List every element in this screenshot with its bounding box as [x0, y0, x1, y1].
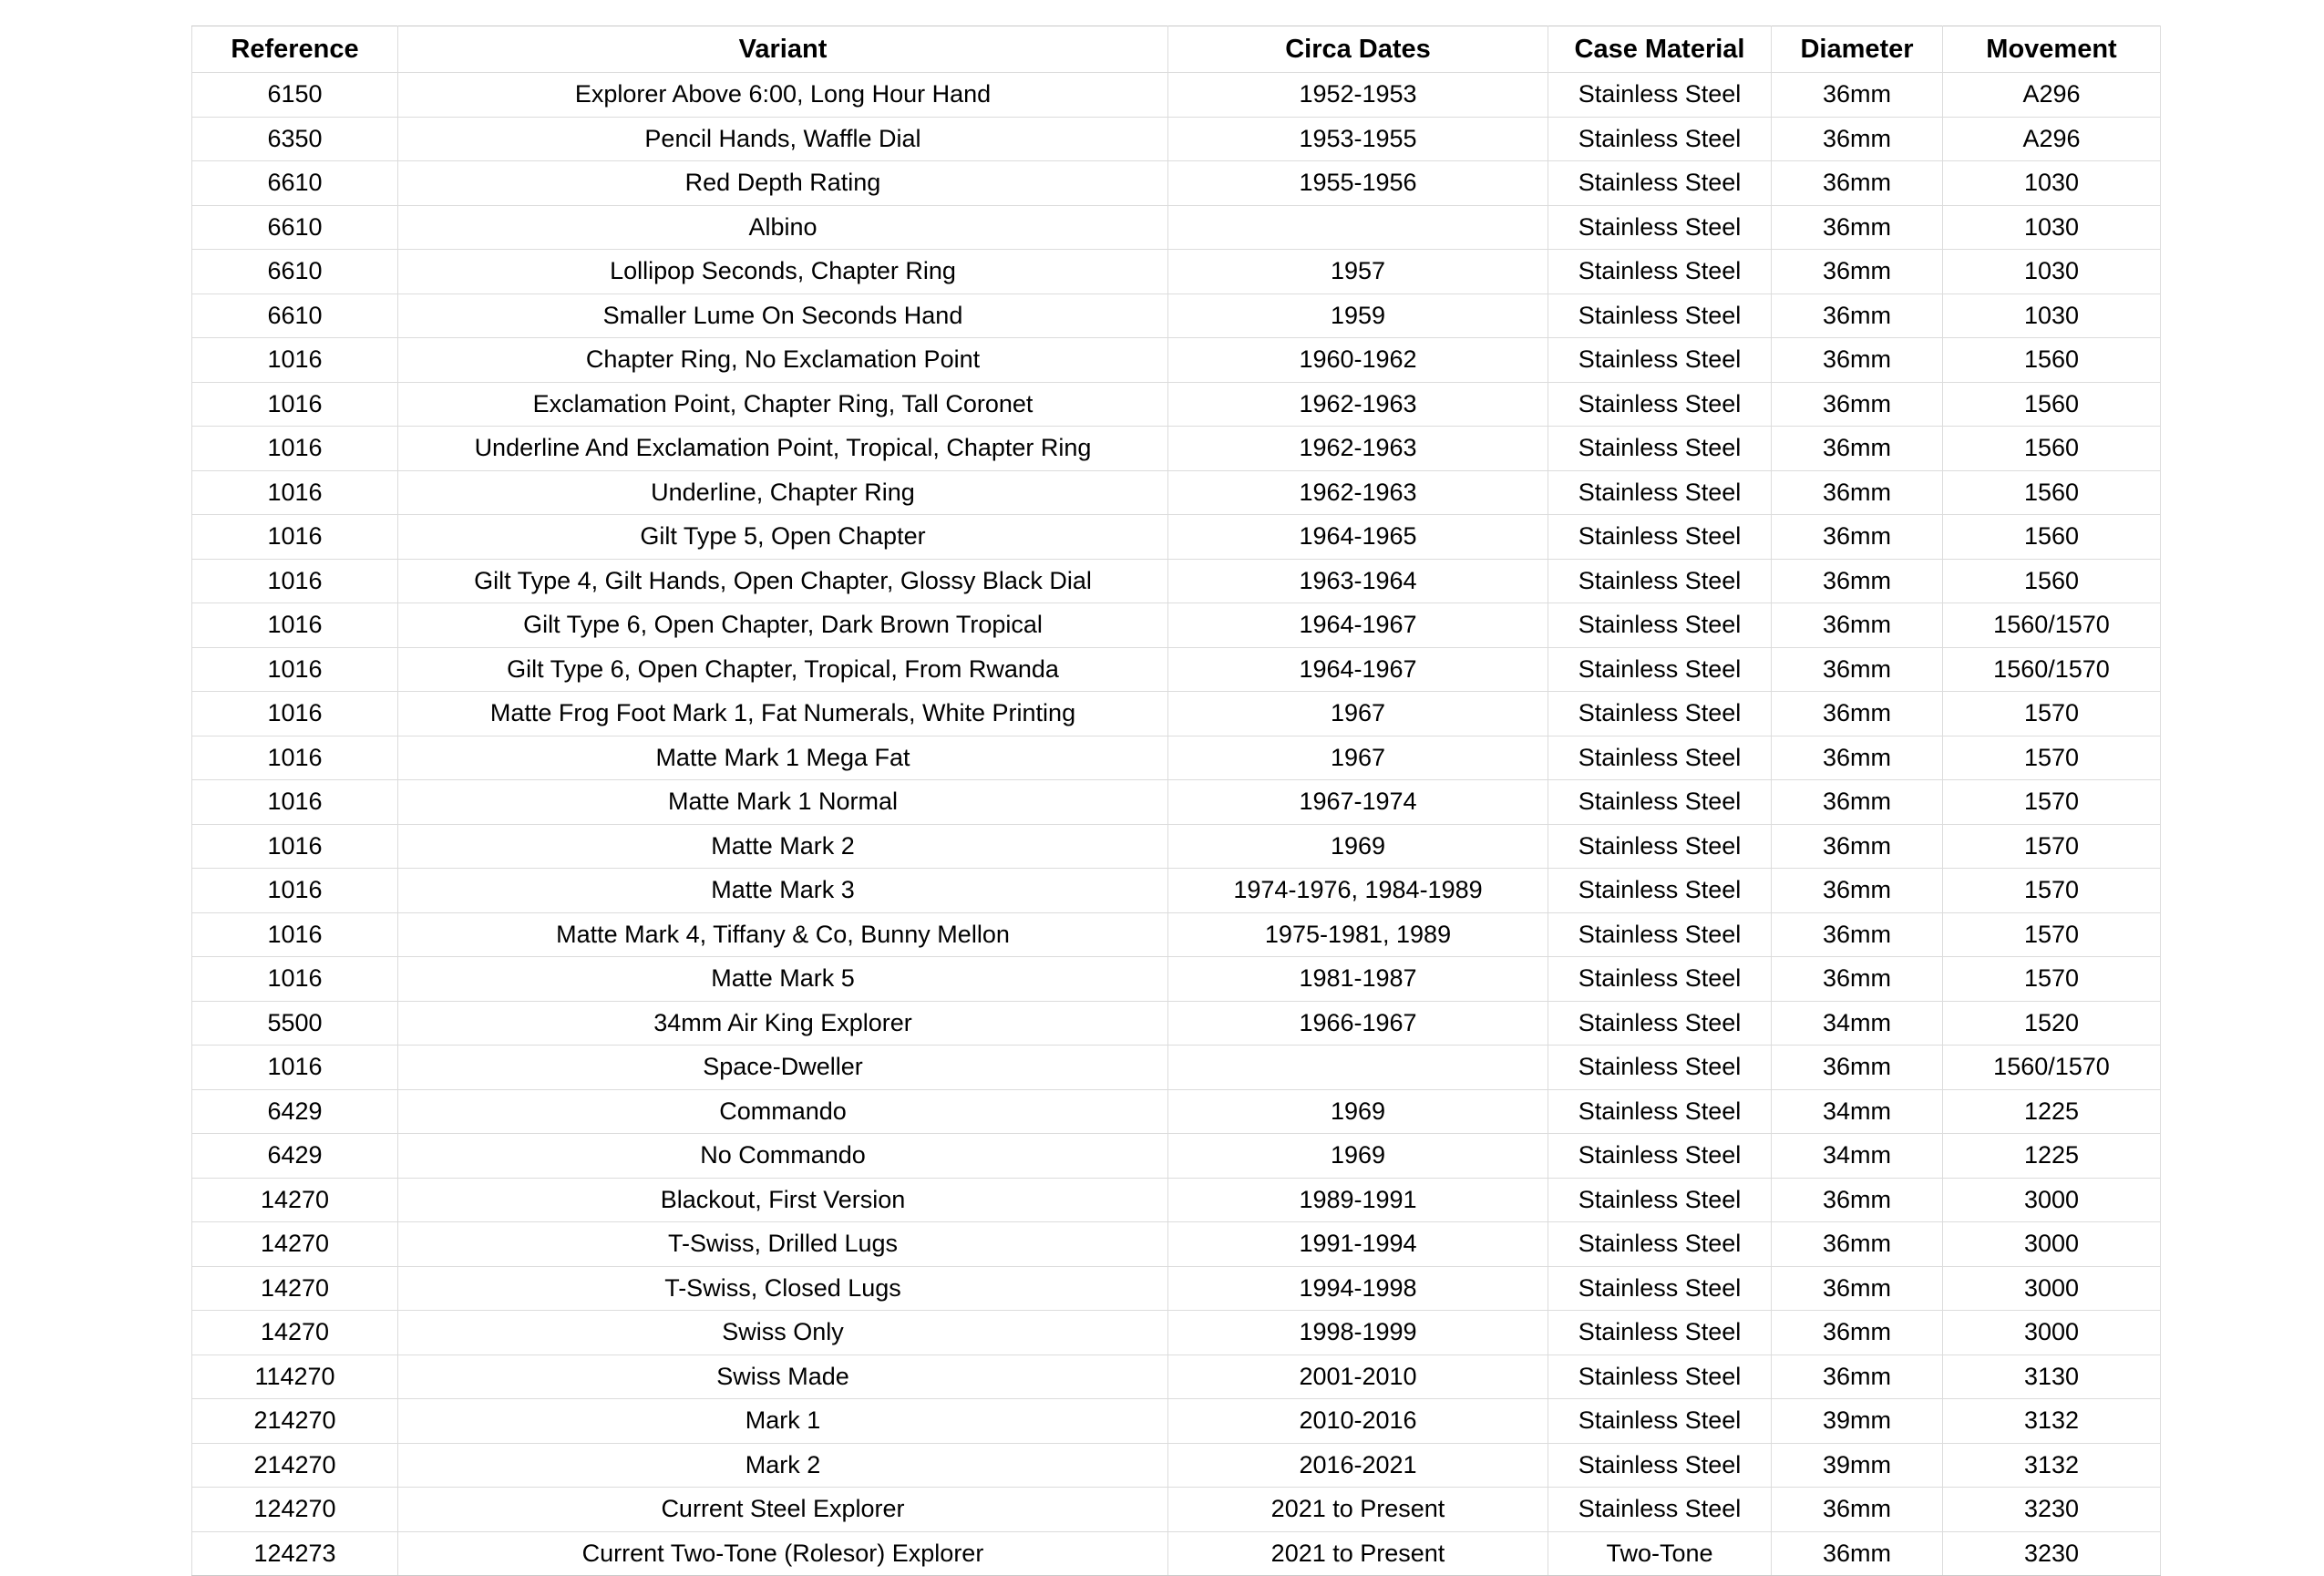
cell-diameter: 36mm	[1772, 692, 1943, 736]
column-header-reference: Reference	[192, 26, 398, 73]
cell-variant: Gilt Type 6, Open Chapter, Tropical, From Rwanda	[398, 647, 1168, 692]
cell-circa_dates: 2021 to Present	[1168, 1488, 1548, 1532]
cell-variant: Albino	[398, 205, 1168, 250]
cell-reference: 14270	[192, 1311, 398, 1355]
table-row	[192, 692, 2161, 736]
cell-variant: Swiss Only	[398, 1311, 1168, 1355]
table-row	[192, 294, 2161, 338]
table-row	[192, 1531, 2161, 1576]
cell-movement: A296	[1943, 73, 2161, 118]
cell-movement: 1570	[1943, 736, 2161, 780]
column-header-case-material: Case Material	[1548, 26, 1772, 73]
cell-variant: Smaller Lume On Seconds Hand	[398, 294, 1168, 338]
column-header-variant: Variant	[398, 26, 1168, 73]
cell-variant: Red Depth Rating	[398, 161, 1168, 206]
table-row	[192, 1222, 2161, 1267]
cell-movement: 1560/1570	[1943, 1046, 2161, 1090]
cell-case_material: Stainless Steel	[1548, 1311, 1772, 1355]
cell-diameter: 36mm	[1772, 382, 1943, 427]
cell-diameter: 36mm	[1772, 559, 1943, 603]
cell-movement: 1225	[1943, 1134, 2161, 1179]
cell-case_material: Stainless Steel	[1548, 250, 1772, 294]
cell-diameter: 34mm	[1772, 1134, 1943, 1179]
cell-reference: 1016	[192, 603, 398, 648]
cell-circa_dates: 1975-1981, 1989	[1168, 912, 1548, 957]
cell-variant: Gilt Type 6, Open Chapter, Dark Brown Tropical	[398, 603, 1168, 648]
cell-circa_dates: 2021 to Present	[1168, 1531, 1548, 1576]
table-row	[192, 1311, 2161, 1355]
table-row	[192, 559, 2161, 603]
cell-case_material: Stainless Steel	[1548, 1222, 1772, 1267]
cell-movement: 1030	[1943, 250, 2161, 294]
cell-case_material: Stainless Steel	[1548, 294, 1772, 338]
cell-variant: Mark 2	[398, 1443, 1168, 1488]
table-row	[192, 1266, 2161, 1311]
cell-reference: 14270	[192, 1266, 398, 1311]
cell-reference: 1016	[192, 692, 398, 736]
cell-reference: 124273	[192, 1531, 398, 1576]
cell-case_material: Stainless Steel	[1548, 338, 1772, 383]
table-row	[192, 824, 2161, 869]
cell-case_material: Stainless Steel	[1548, 559, 1772, 603]
cell-case_material: Stainless Steel	[1548, 205, 1772, 250]
table-row	[192, 117, 2161, 161]
cell-reference: 6610	[192, 250, 398, 294]
cell-movement: 1570	[1943, 869, 2161, 913]
column-header-movement: Movement	[1943, 26, 2161, 73]
cell-case_material: Stainless Steel	[1548, 647, 1772, 692]
cell-movement: 1520	[1943, 1001, 2161, 1046]
cell-movement: 1225	[1943, 1089, 2161, 1134]
cell-movement: 1560	[1943, 338, 2161, 383]
cell-diameter: 34mm	[1772, 1001, 1943, 1046]
cell-diameter: 36mm	[1772, 957, 1943, 1002]
table-row	[192, 1355, 2161, 1399]
cell-diameter: 36mm	[1772, 470, 1943, 515]
table-row	[192, 1443, 2161, 1488]
cell-reference: 14270	[192, 1222, 398, 1267]
table-row	[192, 1488, 2161, 1532]
cell-variant: Matte Frog Foot Mark 1, Fat Numerals, White Printing	[398, 692, 1168, 736]
cell-variant: Gilt Type 5, Open Chapter	[398, 515, 1168, 560]
cell-reference: 1016	[192, 1046, 398, 1090]
cell-reference: 1016	[192, 736, 398, 780]
cell-case_material: Stainless Steel	[1548, 382, 1772, 427]
table-row	[192, 603, 2161, 648]
cell-reference: 214270	[192, 1443, 398, 1488]
cell-circa_dates: 1969	[1168, 824, 1548, 869]
table-row	[192, 250, 2161, 294]
cell-reference: 1016	[192, 869, 398, 913]
cell-variant: Pencil Hands, Waffle Dial	[398, 117, 1168, 161]
cell-diameter: 36mm	[1772, 1355, 1943, 1399]
cell-case_material: Stainless Steel	[1548, 692, 1772, 736]
table-header-row	[192, 26, 2161, 73]
cell-diameter: 36mm	[1772, 824, 1943, 869]
cell-diameter: 36mm	[1772, 117, 1943, 161]
cell-variant: Matte Mark 1 Mega Fat	[398, 736, 1168, 780]
cell-circa_dates: 1969	[1168, 1134, 1548, 1179]
cell-diameter: 36mm	[1772, 1311, 1943, 1355]
cell-movement: 1570	[1943, 824, 2161, 869]
table-row	[192, 1134, 2161, 1179]
cell-movement: 1560	[1943, 470, 2161, 515]
cell-diameter: 34mm	[1772, 1089, 1943, 1134]
cell-reference: 6610	[192, 205, 398, 250]
cell-diameter: 36mm	[1772, 869, 1943, 913]
cell-variant: Current Two-Tone (Rolesor) Explorer	[398, 1531, 1168, 1576]
cell-movement: 1030	[1943, 205, 2161, 250]
cell-circa_dates: 1989-1991	[1168, 1178, 1548, 1222]
cell-variant: No Commando	[398, 1134, 1168, 1179]
cell-movement: 3000	[1943, 1178, 2161, 1222]
cell-movement: 1560	[1943, 559, 2161, 603]
cell-reference: 14270	[192, 1178, 398, 1222]
cell-circa_dates: 1964-1965	[1168, 515, 1548, 560]
cell-variant: Underline And Exclamation Point, Tropical, Chapter Ring	[398, 427, 1168, 471]
cell-case_material: Stainless Steel	[1548, 957, 1772, 1002]
cell-variant: 34mm Air King Explorer	[398, 1001, 1168, 1046]
cell-reference: 124270	[192, 1488, 398, 1532]
cell-case_material: Stainless Steel	[1548, 824, 1772, 869]
cell-circa_dates: 1966-1967	[1168, 1001, 1548, 1046]
cell-variant: Mark 1	[398, 1399, 1168, 1444]
cell-circa_dates: 1967	[1168, 736, 1548, 780]
column-header-diameter: Diameter	[1772, 26, 1943, 73]
cell-reference: 214270	[192, 1399, 398, 1444]
cell-diameter: 36mm	[1772, 338, 1943, 383]
cell-case_material: Stainless Steel	[1548, 73, 1772, 118]
cell-circa_dates: 2001-2010	[1168, 1355, 1548, 1399]
cell-reference: 1016	[192, 957, 398, 1002]
cell-movement: 1570	[1943, 692, 2161, 736]
cell-diameter: 36mm	[1772, 736, 1943, 780]
table-row	[192, 515, 2161, 560]
table-row	[192, 736, 2161, 780]
column-header-circa-dates: Circa Dates	[1168, 26, 1548, 73]
cell-case_material: Stainless Steel	[1548, 1134, 1772, 1179]
table-row	[192, 912, 2161, 957]
cell-diameter: 39mm	[1772, 1443, 1943, 1488]
cell-variant: Matte Mark 4, Tiffany & Co, Bunny Mellon	[398, 912, 1168, 957]
cell-movement: 3132	[1943, 1443, 2161, 1488]
cell-diameter: 36mm	[1772, 912, 1943, 957]
cell-diameter: 36mm	[1772, 1222, 1943, 1267]
table-header	[192, 26, 2161, 73]
cell-movement: 1030	[1943, 294, 2161, 338]
cell-case_material: Stainless Steel	[1548, 161, 1772, 206]
cell-circa_dates: 1967	[1168, 692, 1548, 736]
cell-reference: 6610	[192, 294, 398, 338]
cell-movement: 3132	[1943, 1399, 2161, 1444]
cell-circa_dates	[1168, 205, 1548, 250]
cell-circa_dates: 1962-1963	[1168, 382, 1548, 427]
cell-movement: 1560	[1943, 515, 2161, 560]
cell-case_material: Stainless Steel	[1548, 780, 1772, 825]
cell-case_material: Stainless Steel	[1548, 736, 1772, 780]
cell-circa_dates: 1994-1998	[1168, 1266, 1548, 1311]
cell-case_material: Stainless Steel	[1548, 470, 1772, 515]
table-row	[192, 957, 2161, 1002]
cell-case_material: Two-Tone	[1548, 1531, 1772, 1576]
table-row	[192, 470, 2161, 515]
table-row	[192, 647, 2161, 692]
table-row	[192, 1001, 2161, 1046]
cell-variant: Matte Mark 1 Normal	[398, 780, 1168, 825]
cell-case_material: Stainless Steel	[1548, 1488, 1772, 1532]
cell-circa_dates: 1962-1963	[1168, 427, 1548, 471]
cell-case_material: Stainless Steel	[1548, 515, 1772, 560]
cell-reference: 6150	[192, 73, 398, 118]
table-row	[192, 382, 2161, 427]
table-row	[192, 1178, 2161, 1222]
cell-movement: 1560	[1943, 382, 2161, 427]
cell-movement: 3230	[1943, 1531, 2161, 1576]
cell-circa_dates: 1955-1956	[1168, 161, 1548, 206]
cell-case_material: Stainless Steel	[1548, 1399, 1772, 1444]
table-row	[192, 427, 2161, 471]
cell-case_material: Stainless Steel	[1548, 427, 1772, 471]
cell-case_material: Stainless Steel	[1548, 1266, 1772, 1311]
table-body	[192, 73, 2161, 1576]
cell-diameter: 36mm	[1772, 603, 1943, 648]
cell-movement: 3230	[1943, 1488, 2161, 1532]
cell-reference: 1016	[192, 647, 398, 692]
cell-movement: 3000	[1943, 1266, 2161, 1311]
cell-reference: 6610	[192, 161, 398, 206]
cell-movement: 3000	[1943, 1311, 2161, 1355]
cell-movement: 1560/1570	[1943, 647, 2161, 692]
table-row	[192, 869, 2161, 913]
cell-movement: 1570	[1943, 780, 2161, 825]
table-row	[192, 1046, 2161, 1090]
cell-diameter: 36mm	[1772, 1266, 1943, 1311]
cell-diameter: 36mm	[1772, 780, 1943, 825]
cell-movement: 1560	[1943, 427, 2161, 471]
cell-variant: Gilt Type 4, Gilt Hands, Open Chapter, Glossy Black Dial	[398, 559, 1168, 603]
cell-circa_dates: 1960-1962	[1168, 338, 1548, 383]
cell-case_material: Stainless Steel	[1548, 117, 1772, 161]
cell-circa_dates: 1953-1955	[1168, 117, 1548, 161]
cell-movement: 1030	[1943, 161, 2161, 206]
cell-case_material: Stainless Steel	[1548, 603, 1772, 648]
table-row	[192, 205, 2161, 250]
cell-variant: Matte Mark 2	[398, 824, 1168, 869]
cell-circa_dates: 2016-2021	[1168, 1443, 1548, 1488]
cell-diameter: 36mm	[1772, 1178, 1943, 1222]
cell-case_material: Stainless Steel	[1548, 1046, 1772, 1090]
table-row	[192, 161, 2161, 206]
cell-variant: Lollipop Seconds, Chapter Ring	[398, 250, 1168, 294]
cell-variant: Underline, Chapter Ring	[398, 470, 1168, 515]
cell-diameter: 36mm	[1772, 427, 1943, 471]
cell-movement: 1570	[1943, 957, 2161, 1002]
table-row	[192, 73, 2161, 118]
cell-circa_dates: 1967-1974	[1168, 780, 1548, 825]
cell-variant: T-Swiss, Closed Lugs	[398, 1266, 1168, 1311]
cell-reference: 6429	[192, 1089, 398, 1134]
cell-reference: 1016	[192, 427, 398, 471]
cell-circa_dates: 1998-1999	[1168, 1311, 1548, 1355]
cell-case_material: Stainless Steel	[1548, 869, 1772, 913]
cell-circa_dates: 1952-1953	[1168, 73, 1548, 118]
cell-diameter: 39mm	[1772, 1399, 1943, 1444]
cell-diameter: 36mm	[1772, 1046, 1943, 1090]
cell-diameter: 36mm	[1772, 205, 1943, 250]
cell-variant: Exclamation Point, Chapter Ring, Tall Coronet	[398, 382, 1168, 427]
cell-reference: 1016	[192, 515, 398, 560]
cell-circa_dates: 1991-1994	[1168, 1222, 1548, 1267]
cell-variant: T-Swiss, Drilled Lugs	[398, 1222, 1168, 1267]
cell-circa_dates: 1974-1976, 1984-1989	[1168, 869, 1548, 913]
cell-diameter: 36mm	[1772, 73, 1943, 118]
cell-case_material: Stainless Steel	[1548, 1089, 1772, 1134]
table-row	[192, 1089, 2161, 1134]
cell-movement: 3130	[1943, 1355, 2161, 1399]
cell-circa_dates: 1963-1964	[1168, 559, 1548, 603]
cell-variant: Chapter Ring, No Exclamation Point	[398, 338, 1168, 383]
cell-diameter: 36mm	[1772, 515, 1943, 560]
reference-table	[191, 26, 2161, 1576]
cell-case_material: Stainless Steel	[1548, 1443, 1772, 1488]
cell-reference: 1016	[192, 470, 398, 515]
cell-reference: 1016	[192, 912, 398, 957]
cell-movement: 3000	[1943, 1222, 2161, 1267]
cell-circa_dates: 1969	[1168, 1089, 1548, 1134]
table-row	[192, 338, 2161, 383]
cell-reference: 1016	[192, 780, 398, 825]
table-row	[192, 1399, 2161, 1444]
cell-circa_dates: 1962-1963	[1168, 470, 1548, 515]
table-row	[192, 780, 2161, 825]
cell-case_material: Stainless Steel	[1548, 1001, 1772, 1046]
cell-variant: Space-Dweller	[398, 1046, 1168, 1090]
cell-reference: 1016	[192, 382, 398, 427]
cell-diameter: 36mm	[1772, 161, 1943, 206]
cell-case_material: Stainless Steel	[1548, 1355, 1772, 1399]
cell-diameter: 36mm	[1772, 1531, 1943, 1576]
cell-circa_dates: 1964-1967	[1168, 603, 1548, 648]
cell-variant: Commando	[398, 1089, 1168, 1134]
cell-reference: 1016	[192, 824, 398, 869]
cell-reference: 114270	[192, 1355, 398, 1399]
cell-variant: Matte Mark 5	[398, 957, 1168, 1002]
cell-reference: 6429	[192, 1134, 398, 1179]
cell-variant: Matte Mark 3	[398, 869, 1168, 913]
cell-case_material: Stainless Steel	[1548, 1178, 1772, 1222]
cell-diameter: 36mm	[1772, 1488, 1943, 1532]
cell-movement: 1560/1570	[1943, 603, 2161, 648]
cell-circa_dates: 1959	[1168, 294, 1548, 338]
cell-case_material: Stainless Steel	[1548, 912, 1772, 957]
cell-circa_dates: 1981-1987	[1168, 957, 1548, 1002]
cell-circa_dates: 2010-2016	[1168, 1399, 1548, 1444]
cell-circa_dates: 1964-1967	[1168, 647, 1548, 692]
cell-reference: 5500	[192, 1001, 398, 1046]
cell-diameter: 36mm	[1772, 294, 1943, 338]
cell-reference: 1016	[192, 559, 398, 603]
cell-reference: 1016	[192, 338, 398, 383]
cell-diameter: 36mm	[1772, 647, 1943, 692]
cell-variant: Explorer Above 6:00, Long Hour Hand	[398, 73, 1168, 118]
cell-variant: Swiss Made	[398, 1355, 1168, 1399]
cell-circa_dates	[1168, 1046, 1548, 1090]
cell-reference: 6350	[192, 117, 398, 161]
cell-movement: A296	[1943, 117, 2161, 161]
cell-diameter: 36mm	[1772, 250, 1943, 294]
cell-movement: 1570	[1943, 912, 2161, 957]
cell-variant: Current Steel Explorer	[398, 1488, 1168, 1532]
cell-circa_dates: 1957	[1168, 250, 1548, 294]
cell-variant: Blackout, First Version	[398, 1178, 1168, 1222]
